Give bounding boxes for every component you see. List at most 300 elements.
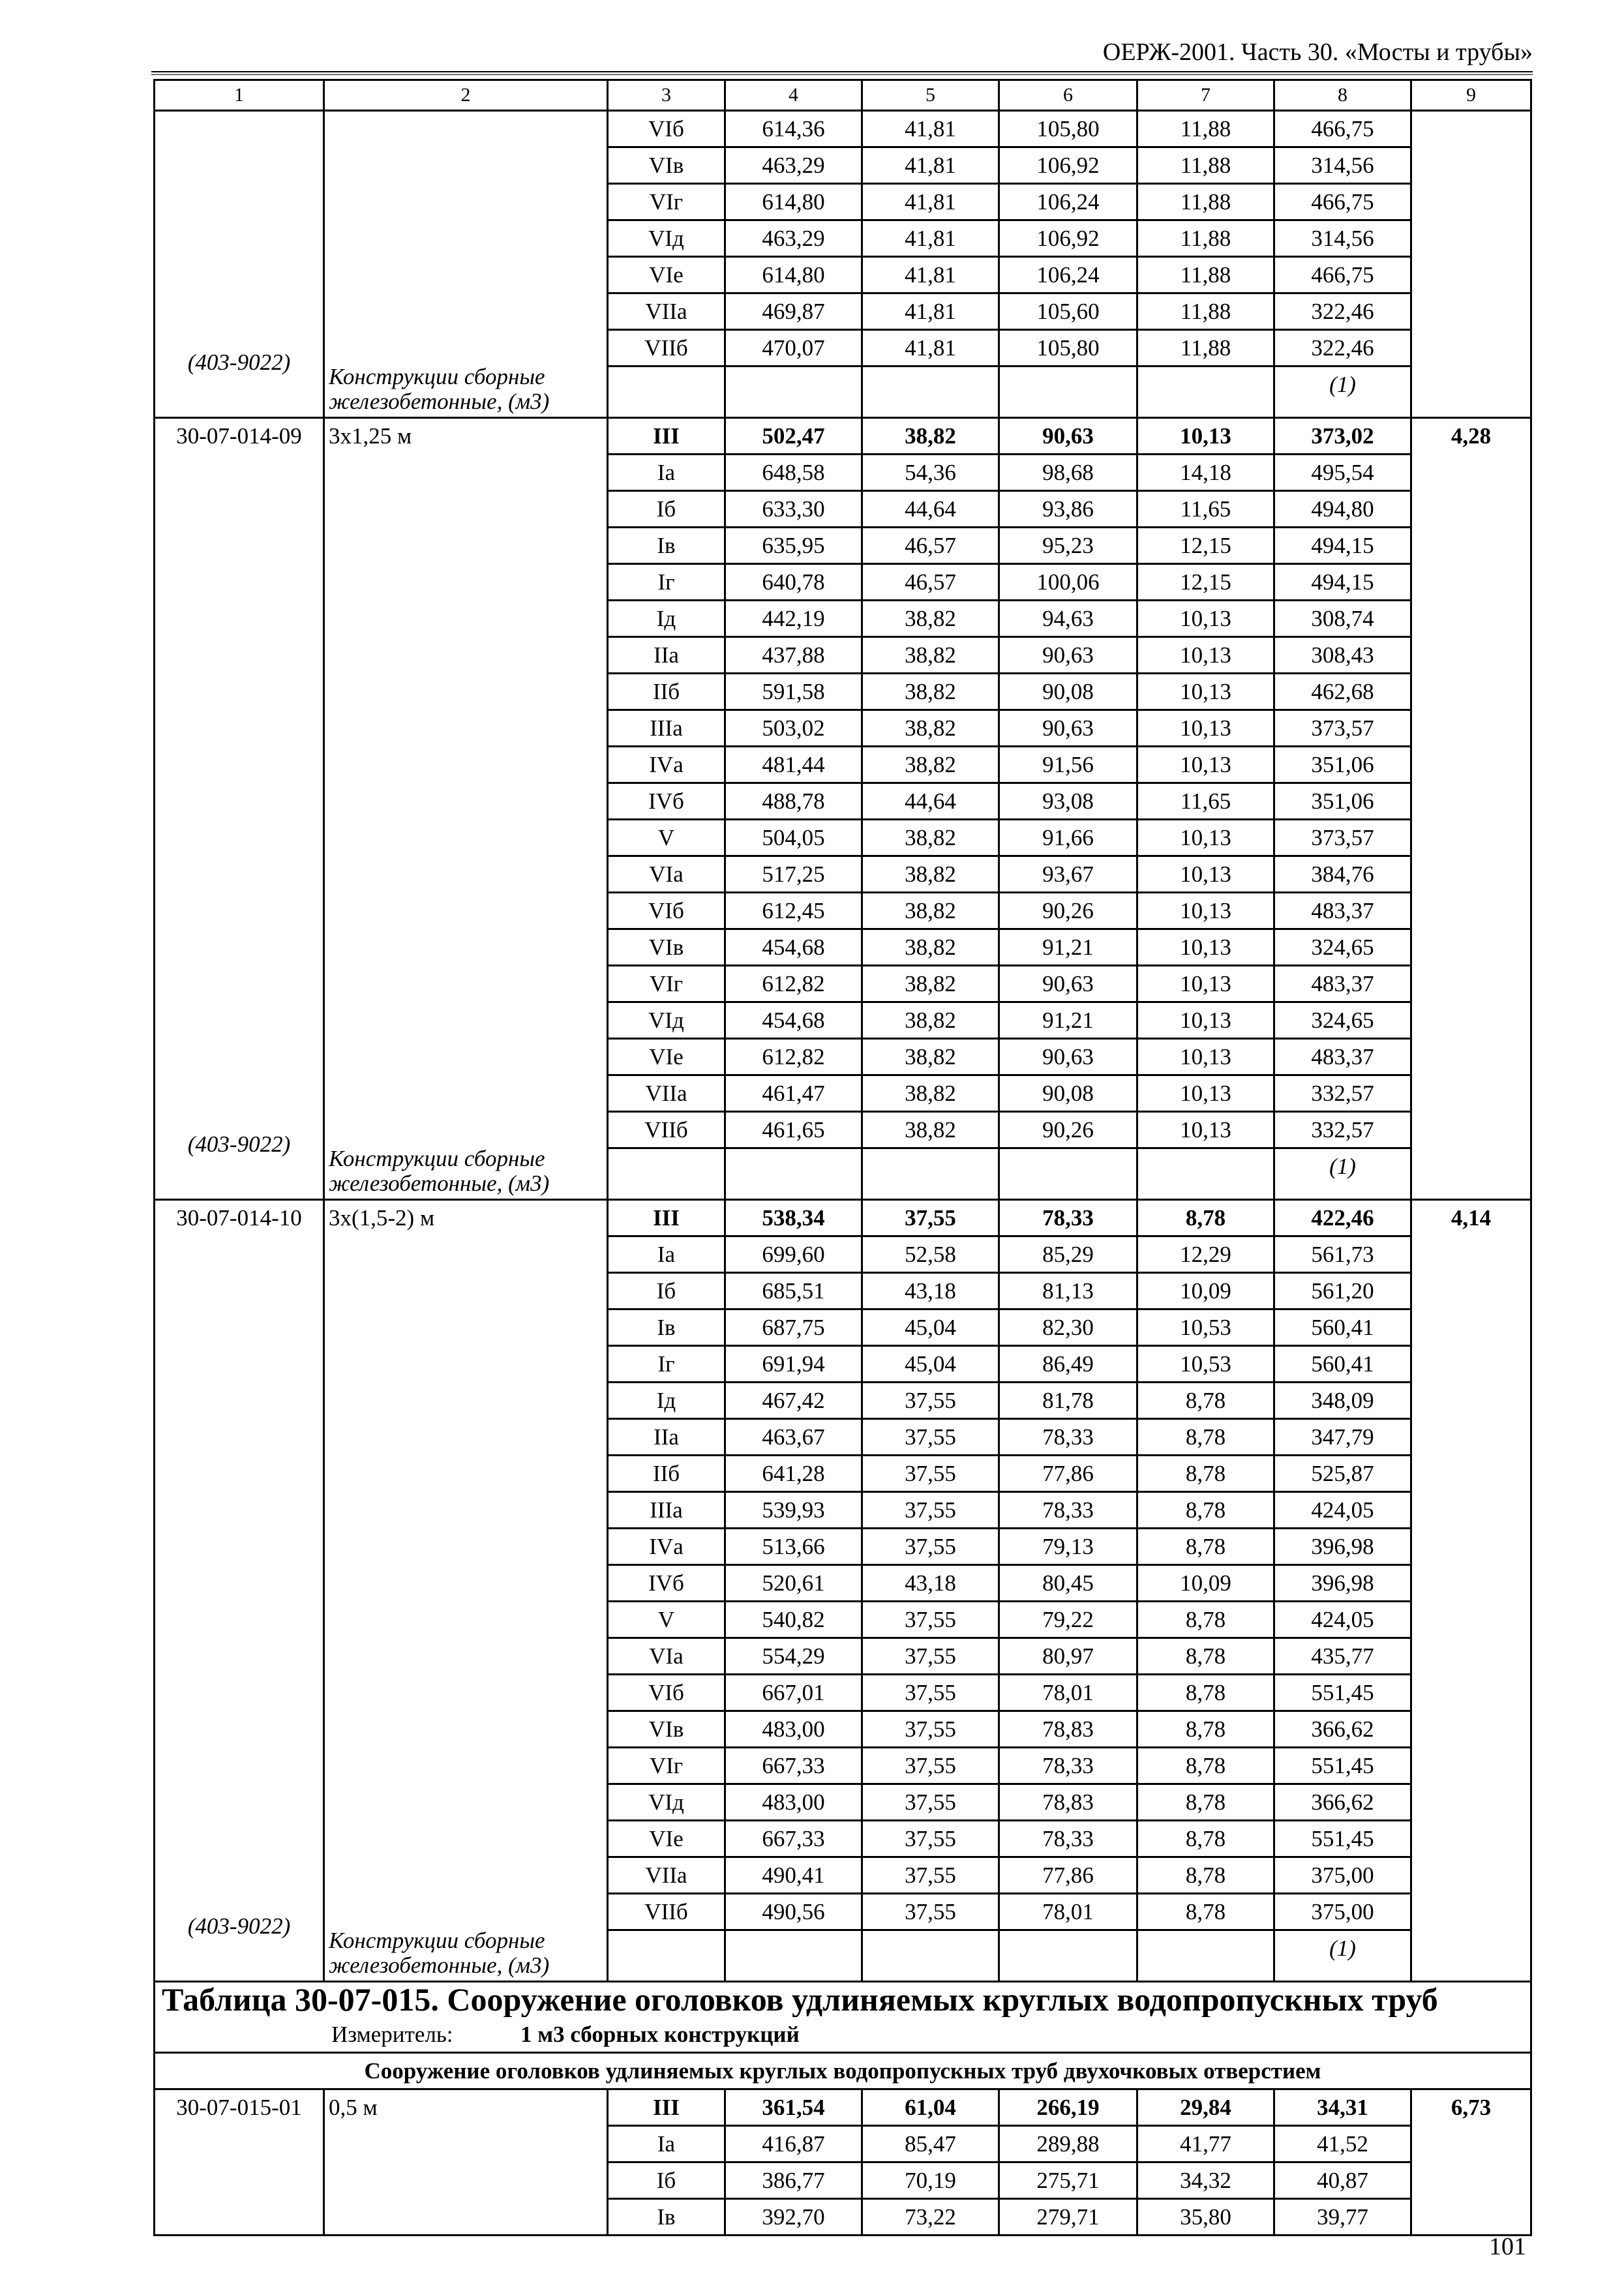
rate-code-cell — [155, 1200, 324, 1982]
value-cell: 279,71 — [999, 2199, 1137, 2236]
value-cell: 422,46 — [1274, 1200, 1411, 1236]
zone-label: Iв — [608, 2199, 725, 2236]
value-cell: 469,87 — [725, 293, 862, 330]
value-cell: 462,68 — [1274, 674, 1411, 710]
zone-label: Iб — [608, 491, 725, 528]
value-cell: 437,88 — [725, 637, 862, 674]
value-cell: 93,86 — [999, 491, 1137, 528]
value-cell: 11,65 — [1137, 491, 1274, 528]
value-cell: 483,37 — [1274, 966, 1411, 1002]
reference-code: (403-9022) — [187, 1131, 291, 1157]
value-cell: 11,88 — [1137, 111, 1274, 147]
value-cell: 54,36 — [862, 455, 999, 491]
value-cell: 396,98 — [1274, 1565, 1411, 1602]
value-cell: 551,45 — [1274, 1821, 1411, 1857]
value-cell: 554,29 — [725, 1638, 862, 1675]
column-number: 8 — [1274, 80, 1411, 111]
value-cell: 366,62 — [1274, 1711, 1411, 1748]
value-cell: 78,33 — [999, 1748, 1137, 1784]
value-cell: 525,87 — [1274, 1456, 1411, 1492]
value-cell: 289,88 — [999, 2126, 1137, 2162]
value-cell: 90,63 — [999, 966, 1137, 1002]
value-cell: 105,80 — [999, 111, 1137, 147]
value-cell: 78,01 — [999, 1675, 1137, 1711]
value-cell: 38,82 — [862, 710, 999, 747]
value-cell: 699,60 — [725, 1236, 862, 1273]
zone-label: III — [608, 2089, 725, 2126]
value-cell: 38,82 — [862, 1039, 999, 1075]
value-cell: 454,68 — [725, 1002, 862, 1039]
value-cell: 41,81 — [862, 257, 999, 293]
empty-cell — [608, 1148, 725, 1200]
value-cell: 106,92 — [999, 220, 1137, 257]
value-cell: 10,13 — [1137, 1075, 1274, 1112]
value-cell: 34,31 — [1274, 2089, 1411, 2126]
table-row — [155, 2089, 1531, 2126]
value-cell: 483,00 — [725, 1784, 862, 1821]
value-cell: 86,49 — [999, 1346, 1137, 1383]
table-row — [155, 418, 1531, 455]
value-cell: 324,65 — [1274, 1002, 1411, 1039]
rate-code: 30-07-015-01 — [176, 2095, 302, 2120]
value-cell: 667,33 — [725, 1821, 862, 1857]
value-cell: 90,63 — [999, 1039, 1137, 1075]
value-cell: 38,82 — [862, 1075, 999, 1112]
rate-code-cell — [155, 111, 324, 418]
value-cell: 82,30 — [999, 1309, 1137, 1346]
value-cell: 614,80 — [725, 257, 862, 293]
value-cell: 79,22 — [999, 1602, 1137, 1638]
value-cell: 105,60 — [999, 293, 1137, 330]
zone-label: VIIа — [608, 293, 725, 330]
zone-label: VIе — [608, 1039, 725, 1075]
zone-label: VIIб — [608, 1112, 725, 1148]
table-row — [155, 1200, 1531, 1236]
value-cell: 90,08 — [999, 1075, 1137, 1112]
value-cell: 483,00 — [725, 1711, 862, 1748]
value-cell: 667,01 — [725, 1675, 862, 1711]
value-cell: 8,78 — [1137, 1894, 1274, 1930]
zone-label: VIд — [608, 1784, 725, 1821]
column-number: 4 — [725, 80, 862, 111]
value-cell: 37,55 — [862, 1784, 999, 1821]
value-cell: 78,33 — [999, 1492, 1137, 1529]
reference-code: (403-9022) — [187, 350, 291, 375]
value-cell: 490,41 — [725, 1857, 862, 1894]
column-number: 2 — [324, 80, 608, 111]
value-cell: 80,97 — [999, 1638, 1137, 1675]
value-cell: 38,82 — [862, 856, 999, 893]
zone-label: VIв — [608, 929, 725, 966]
value-cell: 540,82 — [725, 1602, 862, 1638]
value-cell: 416,87 — [725, 2126, 862, 2162]
value-cell: 275,71 — [999, 2162, 1137, 2199]
value-cell: 461,65 — [725, 1112, 862, 1148]
value-cell: 494,80 — [1274, 491, 1411, 528]
value-cell: 95,23 — [999, 528, 1137, 564]
value-cell: 10,13 — [1137, 1002, 1274, 1039]
value-cell: 37,55 — [862, 1638, 999, 1675]
rate-name: 0,5 м — [329, 2095, 378, 2120]
value-cell: 687,75 — [725, 1309, 862, 1346]
value-cell: 45,04 — [862, 1309, 999, 1346]
value-cell: 454,68 — [725, 929, 862, 966]
column-number: 6 — [999, 80, 1137, 111]
page-number: 101 — [1489, 2233, 1526, 2260]
value-cell: 10,13 — [1137, 966, 1274, 1002]
zone-label: VIIа — [608, 1075, 725, 1112]
value-cell: 691,94 — [725, 1346, 862, 1383]
value-cell: 488,78 — [725, 783, 862, 820]
zone-label: Iв — [608, 528, 725, 564]
zone-label: V — [608, 820, 725, 856]
empty-cell — [725, 367, 862, 418]
col9-cell: 4,28 — [1411, 418, 1531, 1200]
value-cell: 38,82 — [862, 1002, 999, 1039]
zone-label: VIIб — [608, 330, 725, 367]
value-cell: 11,88 — [1137, 220, 1274, 257]
value-cell: 90,26 — [999, 1112, 1137, 1148]
value-cell: 10,13 — [1137, 674, 1274, 710]
value-cell: 461,47 — [725, 1075, 862, 1112]
value-cell: 332,57 — [1274, 1075, 1411, 1112]
value-cell: 10,13 — [1137, 1112, 1274, 1148]
zone-label: VIб — [608, 1675, 725, 1711]
value-cell: 424,05 — [1274, 1492, 1411, 1529]
value-cell: 467,42 — [725, 1383, 862, 1419]
value-cell: 78,83 — [999, 1784, 1137, 1821]
rate-code-cell — [155, 2089, 324, 2236]
value-cell: 308,74 — [1274, 601, 1411, 637]
value-cell: 8,78 — [1137, 1529, 1274, 1565]
value-cell: 105,80 — [999, 330, 1137, 367]
value-cell: 10,13 — [1137, 820, 1274, 856]
rate-name-cell — [324, 1200, 608, 1982]
zone-label: IIа — [608, 637, 725, 674]
value-cell: 81,78 — [999, 1383, 1137, 1419]
reference-quantity: (1) — [1274, 1148, 1411, 1200]
value-cell: 70,19 — [862, 2162, 999, 2199]
value-cell: 37,55 — [862, 1602, 999, 1638]
value-cell: 11,88 — [1137, 257, 1274, 293]
value-cell: 106,24 — [999, 184, 1137, 220]
value-cell: 81,13 — [999, 1273, 1137, 1309]
rate-code: 30-07-014-10 — [176, 1205, 302, 1231]
value-cell: 466,75 — [1274, 257, 1411, 293]
value-cell: 435,77 — [1274, 1638, 1411, 1675]
value-cell: 348,09 — [1274, 1383, 1411, 1419]
value-cell: 106,24 — [999, 257, 1137, 293]
value-cell: 44,64 — [862, 491, 999, 528]
value-cell: 90,63 — [999, 710, 1137, 747]
zone-label: VIг — [608, 966, 725, 1002]
value-cell: 8,78 — [1137, 1675, 1274, 1711]
value-cell: 483,37 — [1274, 1039, 1411, 1075]
running-header: ОЕРЖ-2001. Часть 30. «Мосты и трубы» — [1102, 38, 1533, 66]
col9-cell — [1411, 111, 1531, 418]
empty-cell — [1137, 1148, 1274, 1200]
value-cell: 386,77 — [725, 2162, 862, 2199]
value-cell: 463,29 — [725, 147, 862, 184]
value-cell: 10,13 — [1137, 637, 1274, 674]
table-title: Таблица 30-07-015. Сооружение оголовков удлиняемых круглых водопропускных труб — [155, 1982, 1531, 2018]
zone-label: VIа — [608, 1638, 725, 1675]
empty-cell — [862, 367, 999, 418]
value-cell: 375,00 — [1274, 1894, 1411, 1930]
value-cell: 442,19 — [725, 601, 862, 637]
empty-cell — [1137, 1930, 1274, 1982]
value-cell: 483,37 — [1274, 893, 1411, 929]
zone-label: VIе — [608, 257, 725, 293]
value-cell: 29,84 — [1137, 2089, 1274, 2126]
value-cell: 91,21 — [999, 1002, 1137, 1039]
rate-name-cell — [324, 111, 608, 418]
value-cell: 8,78 — [1137, 1857, 1274, 1894]
zone-label: VIг — [608, 1748, 725, 1784]
value-cell: 85,47 — [862, 2126, 999, 2162]
section-row — [155, 2053, 1531, 2089]
value-cell: 90,63 — [999, 418, 1137, 455]
value-cell: 373,57 — [1274, 820, 1411, 856]
rate-name: 3х(1,5-2) м — [329, 1205, 435, 1231]
value-cell: 10,53 — [1137, 1309, 1274, 1346]
zone-label: IVа — [608, 747, 725, 783]
reference-description: Конструкции сборные железобетонные, (м3) — [329, 364, 550, 414]
value-cell: 40,87 — [1274, 2162, 1411, 2199]
value-cell: 38,82 — [862, 1112, 999, 1148]
zone-label: III — [608, 1200, 725, 1236]
value-cell: 392,70 — [725, 2199, 862, 2236]
value-cell: 52,58 — [862, 1236, 999, 1273]
value-cell: 78,33 — [999, 1419, 1137, 1456]
zone-label: VIв — [608, 1711, 725, 1748]
zone-label: IIа — [608, 1419, 725, 1456]
value-cell: 490,56 — [725, 1894, 862, 1930]
zone-label: Iб — [608, 2162, 725, 2199]
value-cell: 38,82 — [862, 820, 999, 856]
value-cell: 466,75 — [1274, 111, 1411, 147]
zone-label: Iд — [608, 1383, 725, 1419]
value-cell: 495,54 — [1274, 455, 1411, 491]
value-cell: 41,81 — [862, 293, 999, 330]
value-cell: 481,44 — [725, 747, 862, 783]
value-cell: 37,55 — [862, 1857, 999, 1894]
zone-label: IIIа — [608, 710, 725, 747]
value-cell: 41,81 — [862, 330, 999, 367]
zone-label: VIд — [608, 1002, 725, 1039]
value-cell: 503,02 — [725, 710, 862, 747]
rate-code: 30-07-014-09 — [176, 423, 302, 449]
value-cell: 38,82 — [862, 418, 999, 455]
zone-label: VIг — [608, 184, 725, 220]
value-cell: 517,25 — [725, 856, 862, 893]
column-number: 7 — [1137, 80, 1274, 111]
value-cell: 10,13 — [1137, 601, 1274, 637]
value-cell: 463,67 — [725, 1419, 862, 1456]
value-cell: 94,63 — [999, 601, 1137, 637]
value-cell: 560,41 — [1274, 1309, 1411, 1346]
value-cell: 10,13 — [1137, 856, 1274, 893]
value-cell: 494,15 — [1274, 564, 1411, 601]
value-cell: 641,28 — [725, 1456, 862, 1492]
value-cell: 633,30 — [725, 491, 862, 528]
value-cell: 648,58 — [725, 455, 862, 491]
zone-label: VIб — [608, 111, 725, 147]
value-cell: 41,81 — [862, 184, 999, 220]
value-cell: 8,78 — [1137, 1638, 1274, 1675]
zone-label: Iг — [608, 564, 725, 601]
zone-label: Iа — [608, 1236, 725, 1273]
value-cell: 11,88 — [1137, 147, 1274, 184]
unit-row — [155, 2017, 1531, 2053]
value-cell: 314,56 — [1274, 147, 1411, 184]
value-cell: 560,41 — [1274, 1346, 1411, 1383]
value-cell: 513,66 — [725, 1529, 862, 1565]
value-cell: 8,78 — [1137, 1602, 1274, 1638]
value-cell: 384,76 — [1274, 856, 1411, 893]
value-cell: 37,55 — [862, 1492, 999, 1529]
value-cell: 41,77 — [1137, 2126, 1274, 2162]
value-cell: 41,81 — [862, 147, 999, 184]
zone-label: Iд — [608, 601, 725, 637]
table-title-row — [155, 1982, 1531, 2018]
value-cell: 561,73 — [1274, 1236, 1411, 1273]
value-cell: 39,77 — [1274, 2199, 1411, 2236]
value-cell: 91,21 — [999, 929, 1137, 966]
value-cell: 43,18 — [862, 1565, 999, 1602]
rates-table-body — [155, 80, 1531, 2236]
header-rule — [151, 71, 1533, 72]
unit-label: Измеритель: — [331, 2022, 453, 2047]
value-cell: 11,88 — [1137, 330, 1274, 367]
empty-cell — [862, 1148, 999, 1200]
zone-label: IVб — [608, 783, 725, 820]
value-cell: 8,78 — [1137, 1492, 1274, 1529]
value-cell: 45,04 — [862, 1346, 999, 1383]
value-cell: 347,79 — [1274, 1419, 1411, 1456]
value-cell: 10,13 — [1137, 418, 1274, 455]
value-cell: 37,55 — [862, 1711, 999, 1748]
value-cell: 466,75 — [1274, 184, 1411, 220]
value-cell: 37,55 — [862, 1383, 999, 1419]
zone-label: VIд — [608, 220, 725, 257]
zone-label: VIб — [608, 893, 725, 929]
empty-cell — [862, 1930, 999, 1982]
value-cell: 612,45 — [725, 893, 862, 929]
value-cell: 37,55 — [862, 1821, 999, 1857]
value-cell: 41,81 — [862, 111, 999, 147]
value-cell: 34,32 — [1137, 2162, 1274, 2199]
value-cell: 38,82 — [862, 929, 999, 966]
value-cell: 12,29 — [1137, 1236, 1274, 1273]
zone-label: IVб — [608, 1565, 725, 1602]
value-cell: 424,05 — [1274, 1602, 1411, 1638]
column-number-row — [155, 80, 1531, 111]
value-cell: 43,18 — [862, 1273, 999, 1309]
value-cell: 332,57 — [1274, 1112, 1411, 1148]
value-cell: 373,57 — [1274, 710, 1411, 747]
col9-cell: 6,73 — [1411, 2089, 1531, 2236]
reference-quantity: (1) — [1274, 367, 1411, 418]
value-cell: 37,55 — [862, 1675, 999, 1711]
value-cell: 463,29 — [725, 220, 862, 257]
rates-table — [153, 79, 1532, 2236]
value-cell: 38,82 — [862, 637, 999, 674]
value-cell: 90,08 — [999, 674, 1137, 710]
value-cell: 10,09 — [1137, 1273, 1274, 1309]
table-row — [155, 111, 1531, 147]
value-cell: 38,82 — [862, 747, 999, 783]
zone-label: IIIа — [608, 1492, 725, 1529]
value-cell: 46,57 — [862, 564, 999, 601]
value-cell: 373,02 — [1274, 418, 1411, 455]
value-cell: 502,47 — [725, 418, 862, 455]
value-cell: 80,45 — [999, 1565, 1137, 1602]
value-cell: 90,63 — [999, 637, 1137, 674]
value-cell: 38,82 — [862, 966, 999, 1002]
value-cell: 106,92 — [999, 147, 1137, 184]
value-cell: 538,34 — [725, 1200, 862, 1236]
value-cell: 685,51 — [725, 1273, 862, 1309]
value-cell: 308,43 — [1274, 637, 1411, 674]
zone-label: Iг — [608, 1346, 725, 1383]
value-cell: 361,54 — [725, 2089, 862, 2126]
reference-description: Конструкции сборные железобетонные, (м3) — [329, 1146, 550, 1196]
value-cell: 551,45 — [1274, 1675, 1411, 1711]
value-cell: 8,78 — [1137, 1711, 1274, 1748]
value-cell: 551,45 — [1274, 1748, 1411, 1784]
value-cell: 322,46 — [1274, 330, 1411, 367]
value-cell: 8,78 — [1137, 1200, 1274, 1236]
value-cell: 78,33 — [999, 1200, 1137, 1236]
value-cell: 12,15 — [1137, 564, 1274, 601]
value-cell: 8,78 — [1137, 1456, 1274, 1492]
value-cell: 366,62 — [1274, 1784, 1411, 1821]
rate-code-cell — [155, 418, 324, 1200]
value-cell: 10,13 — [1137, 1039, 1274, 1075]
value-cell: 100,06 — [999, 564, 1137, 601]
value-cell: 78,01 — [999, 1894, 1137, 1930]
value-cell: 266,19 — [999, 2089, 1137, 2126]
value-cell: 504,05 — [725, 820, 862, 856]
value-cell: 11,65 — [1137, 783, 1274, 820]
reference-code: (403-9022) — [187, 1913, 291, 1939]
empty-cell — [999, 1148, 1137, 1200]
value-cell: 539,93 — [725, 1492, 862, 1529]
value-cell: 77,86 — [999, 1857, 1137, 1894]
empty-cell — [1137, 367, 1274, 418]
value-cell: 35,80 — [1137, 2199, 1274, 2236]
value-cell: 91,56 — [999, 747, 1137, 783]
zone-label: Iв — [608, 1309, 725, 1346]
value-cell: 37,55 — [862, 1529, 999, 1565]
unit-value: 1 м3 сборных конструкций — [520, 2022, 800, 2047]
empty-cell — [608, 367, 725, 418]
empty-cell — [725, 1930, 862, 1982]
value-cell: 78,33 — [999, 1821, 1137, 1857]
zone-label: IIб — [608, 1456, 725, 1492]
value-cell: 90,26 — [999, 893, 1137, 929]
empty-cell — [999, 367, 1137, 418]
value-cell: 314,56 — [1274, 220, 1411, 257]
zone-label: Iб — [608, 1273, 725, 1309]
value-cell: 351,06 — [1274, 783, 1411, 820]
col9-cell: 4,14 — [1411, 1200, 1531, 1982]
value-cell: 8,78 — [1137, 1784, 1274, 1821]
reference-quantity: (1) — [1274, 1930, 1411, 1982]
zone-label: VIв — [608, 147, 725, 184]
value-cell: 85,29 — [999, 1236, 1137, 1273]
